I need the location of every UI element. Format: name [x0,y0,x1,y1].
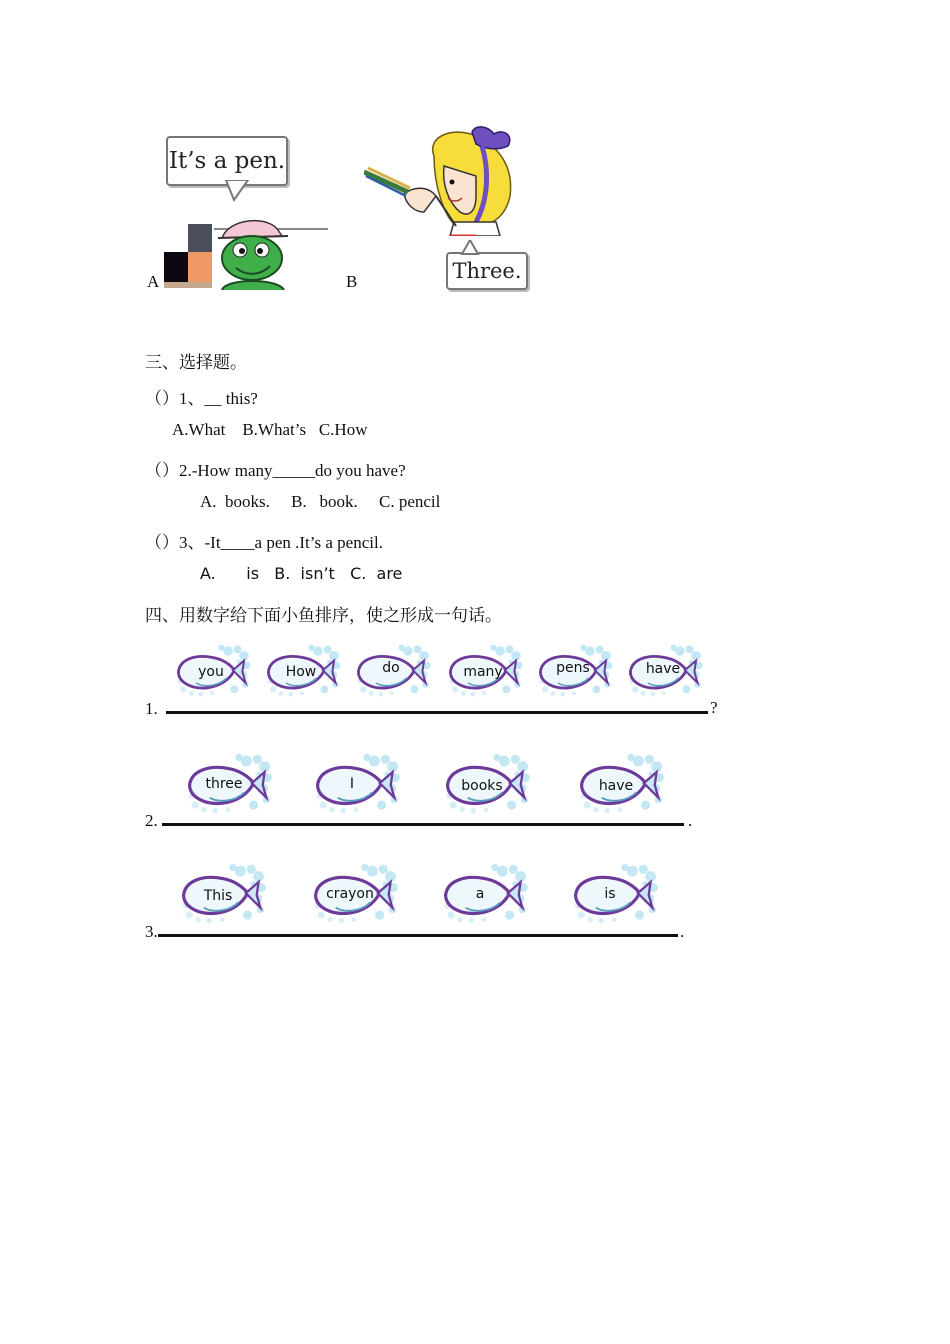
picture-b-label: B [346,272,358,291]
picture-b [364,126,528,292]
q3-stem: （）3、-It____a pen .It’s a pencil. [145,533,383,552]
speech-text-a: It’s a pen. [168,148,286,174]
color-block-dark [188,224,212,252]
fish-word: is [604,886,616,902]
color-block-orange [188,252,212,282]
speech-text-b: Three. [452,259,522,283]
q1-stem: （）1、__ this? [145,389,258,408]
fish-card[interactable] [624,640,704,702]
fish-word: How [285,664,317,680]
fish-card[interactable] [428,862,540,926]
fish-card[interactable] [564,752,676,816]
fish-word: do [382,660,400,676]
q2-options: A. books. B. book. C. pencil [200,492,441,511]
fish-word: a [475,886,485,902]
girl-with-crayons-icon [364,126,528,236]
fish-card[interactable] [298,862,410,926]
row1-end-mark: ? [710,698,718,717]
fish-word: have [598,778,634,794]
row2-end-mark: . [688,811,693,830]
q1-options: A.What B.What’s C.How [172,420,368,439]
bubble-tail-a [224,180,254,202]
q3-options: A. is B. isn’t C. are [200,564,403,583]
fish-card[interactable] [166,862,278,926]
row3-number: 3. [145,922,158,941]
speech-bubble-b [446,252,528,290]
fish-card[interactable] [172,640,252,702]
color-block-black [164,252,188,282]
row2-answer-line[interactable] [162,823,684,826]
fish-word: many [463,664,503,680]
row3-answer-line[interactable] [158,934,678,937]
bubble-tail-b [458,240,482,256]
fish-word: This [203,888,233,904]
row1-answer-line[interactable] [166,711,708,714]
fish-card[interactable] [172,752,284,816]
section3-heading: 三、选择题。 [145,353,247,372]
fish-card[interactable] [534,640,614,702]
row3-end-mark: . [680,922,685,941]
picture-a-label: A [147,272,160,291]
fish-word: you [198,664,224,680]
fish-word: three [205,776,243,792]
row2-number: 2. [145,811,158,830]
fish-card[interactable] [262,640,342,702]
q2-stem: （）2.-How many_____do you have? [145,461,406,480]
section4-heading: 四、用数字给下面小鱼排序，使之形成一句话。 [145,606,502,625]
fish-card[interactable] [444,640,524,702]
fish-card[interactable] [430,752,542,816]
fish-card[interactable] [300,752,412,816]
speech-bubble-a [166,136,288,186]
row1-number: 1. [145,699,158,718]
fish-card[interactable] [352,640,432,702]
fish-word: books [461,778,503,794]
picture-a [164,136,328,290]
fish-word: pens [556,660,590,676]
fish-card[interactable] [558,862,670,926]
turtle-cartoon-icon [216,216,296,290]
color-block-strip [164,282,212,288]
fish-word: I [349,776,355,792]
fish-word: have [645,661,681,677]
fish-word: crayon [326,886,374,902]
